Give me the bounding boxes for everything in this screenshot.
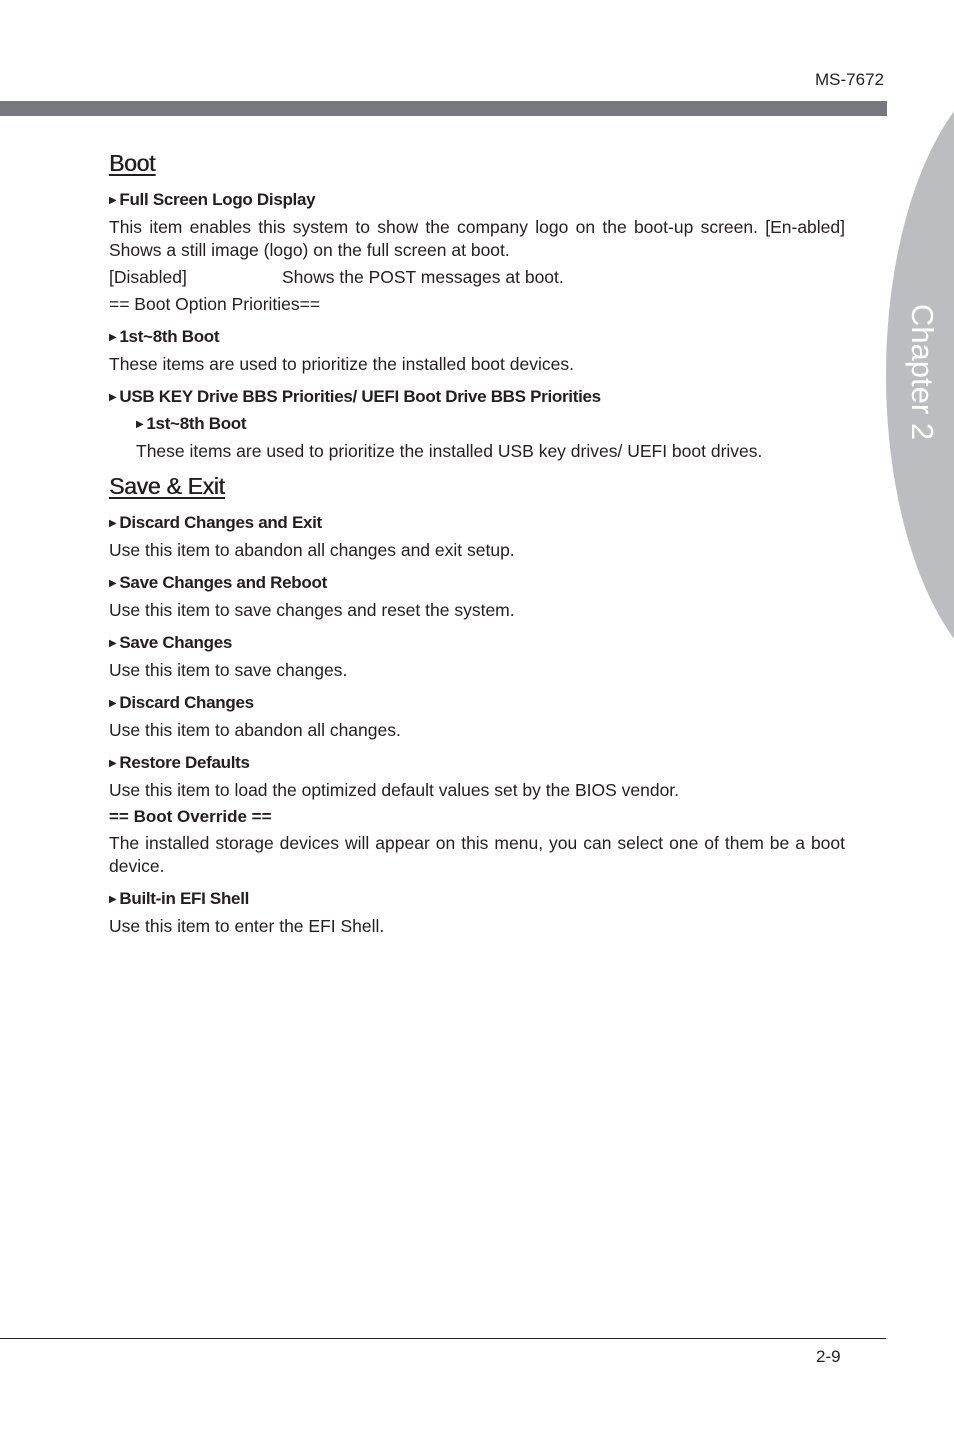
item-description: This item enables this system to show the company logo on the boot-up screen. [En-abled] Shows a still image (logo) on the full screen at boot. <box>109 217 845 260</box>
page-number: 2-9 <box>816 1347 841 1366</box>
item-description: These items are used to prioritize the installed boot devices. <box>109 354 574 374</box>
triangle-bullet-icon: ▶ <box>109 578 117 589</box>
item-description: Use this item to abandon all changes and exit setup. <box>109 540 515 560</box>
item-description: Use this item to save changes and reset the system. <box>109 600 515 620</box>
section-title-boot: Boot <box>109 150 156 176</box>
boot-override-heading: == Boot Override == <box>109 807 272 826</box>
boot-option-priorities-heading: == Boot Option Priorities== <box>109 294 321 314</box>
triangle-bullet-icon: ▶ <box>109 698 117 709</box>
item-title-text: Discard Changes <box>119 693 254 712</box>
section-title-save-exit: Save & Exit <box>109 473 225 499</box>
page-content <box>109 150 845 948</box>
item-title-text: Full Screen Logo Display <box>119 190 316 209</box>
item-description: Use this item to save changes. <box>109 660 348 680</box>
item-description: Use this item to abandon all changes. <box>109 720 401 740</box>
option-value: Shows the POST messages at boot. <box>282 267 564 287</box>
item-title-text: Restore Defaults <box>119 753 250 772</box>
triangle-bullet-icon: ▶ <box>109 638 117 649</box>
item-title-text: Save Changes and Reboot <box>119 573 327 592</box>
item-title-text: Built-in EFI Shell <box>119 889 250 908</box>
item-title-text: USB KEY Drive BBS Priorities/ UEFI Boot Drive BBS Priorities <box>119 387 601 406</box>
item-discard-changes <box>109 692 845 715</box>
item-restore-defaults <box>109 752 845 775</box>
footer-rule <box>0 1338 886 1339</box>
item-boot-order <box>109 326 845 349</box>
item-title-text: 1st~8th Boot <box>146 414 247 433</box>
item-save-changes <box>109 632 845 655</box>
item-usb-key-priorities <box>109 386 845 409</box>
option-key: [Disabled] <box>109 267 187 287</box>
item-full-screen-logo <box>109 189 845 212</box>
item-description: Use this item to enter the EFI Shell. <box>109 916 385 936</box>
triangle-bullet-icon: ▶ <box>109 332 117 343</box>
item-discard-and-exit <box>109 512 845 535</box>
item-save-and-reboot <box>109 572 845 595</box>
model-number: MS-7672 <box>815 70 884 89</box>
item-title-text: Discard Changes and Exit <box>119 513 322 532</box>
item-title-text: 1st~8th Boot <box>119 327 220 346</box>
item-description: These items are used to prioritize the installed USB key drives/ UEFI boot drives. <box>136 441 763 461</box>
triangle-bullet-icon: ▶ <box>109 518 117 529</box>
triangle-bullet-icon: ▶ <box>109 758 117 769</box>
header-bar <box>0 101 887 116</box>
item-title-text: Save Changes <box>119 633 233 652</box>
triangle-bullet-icon: ▶ <box>136 419 144 430</box>
boot-override-description: The installed storage devices will appear on this menu, you can select one of them be a boot device. <box>109 833 845 876</box>
triangle-bullet-icon: ▶ <box>109 195 117 206</box>
item-usb-boot-order <box>136 413 845 436</box>
item-description: Use this item to load the optimized default values set by the BIOS vendor. <box>109 780 680 800</box>
triangle-bullet-icon: ▶ <box>109 392 117 403</box>
option-row-disabled <box>109 266 845 289</box>
item-efi-shell <box>109 888 845 911</box>
triangle-bullet-icon: ▶ <box>109 894 117 905</box>
chapter-tab-label: Chapter 2 <box>905 303 940 441</box>
